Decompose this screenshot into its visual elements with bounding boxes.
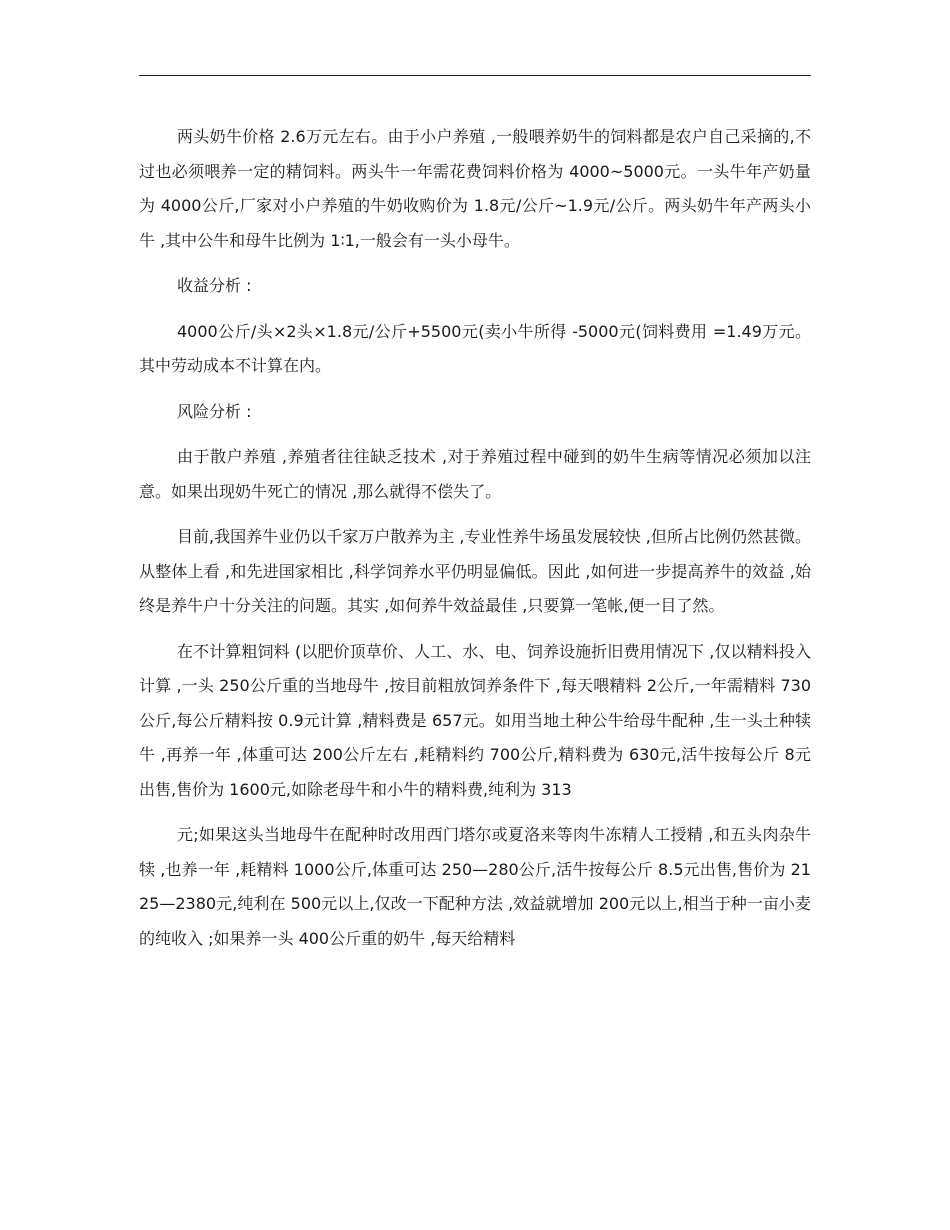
heading-risk-analysis: 风险分析 : bbox=[177, 401, 252, 421]
paragraph-dairy-cow-costs: 两头奶牛价格 2.6万元左右。由于小户养殖 ,一般喂养奶牛的饲料都是农户自己采摘的,不过也必须喂养一定的精饲料。两头牛一年需花费饲料价格为 4000~5000元。一头牛年产奶量为 4000公斤,厂家对小户养殖的牛奶收购价为 1.8元/公斤~1.9元/公斤。两头奶牛年产两头小牛 ,其中公牛和母牛比例为 1∶1,一般会有一头小母牛。 bbox=[139, 127, 811, 250]
paragraph-revenue-formula: 4000公斤/头×2头×1.8元/公斤+5500元(卖小牛所得 -5000元(饲料费用 =1.49万元。其中劳动成本不计算在内。 bbox=[139, 321, 811, 375]
paragraph-breeding-profit: 元;如果这头当地母牛在配种时改用西门塔尔或夏洛来等肉牛冻精人工授精 ,和五头肉杂牛犊 ,也养一年 ,耗精料 1000公斤,体重可达 250—280公斤,活牛按每公斤 8.5元出售,售价为 2125—2380元,纯利在 500元以上,仅改一下配种方法 ,效益就增加 200元以上,相当于种一亩小麦的纯收入 ;如果养一头 400公斤重的奶牛 ,每天给精料 bbox=[139, 825, 811, 948]
paragraph-industry-status: 目前,我国养牛业仍以千家万户散养为主 ,专业性养牛场虽发展较快 ,但所占比例仍然甚微。从整体上看 ,和先进国家相比 ,科学饲养水平仍明显偏低。因此 ,如何进一步提高养牛的效益 ,始终是养牛户十分关注的问题。其实 ,如何养牛效益最佳 ,只要算一笔帐,便一目了然。 bbox=[139, 527, 811, 615]
paragraph-feed-calculation: 在不计算粗饲料 (以肥价顶草价、人工、水、电、饲养设施折旧费用情况下 ,仅以精料投入计算 ,一头 250公斤重的当地母牛 ,按目前粗放饲养条件下 ,每天喂精料 2公斤,一年需精料 730公斤,每公斤精料按 0.9元计算 ,精料费是 657元。如用当地土种公牛给母牛配种 ,生一头土种犊牛 ,再养一年 ,体重可达 200公斤左右 ,耗精料约 700公斤,精料费为 630元,活牛按每公斤 8元出售,售价为 1600元,如除老母牛和小牛的精料费,纯利为 313 bbox=[139, 641, 811, 799]
header-rule bbox=[139, 75, 811, 76]
paragraph-risk-details: 由于散户养殖 ,养殖者往往缺乏技术 ,对于养殖过程中碰到的奶牛生病等情况必须加以注意。如果出现奶牛死亡的情况 ,那么就得不偿失了。 bbox=[139, 447, 811, 501]
document-body bbox=[139, 120, 811, 967]
heading-revenue-analysis: 收益分析 : bbox=[177, 276, 252, 295]
